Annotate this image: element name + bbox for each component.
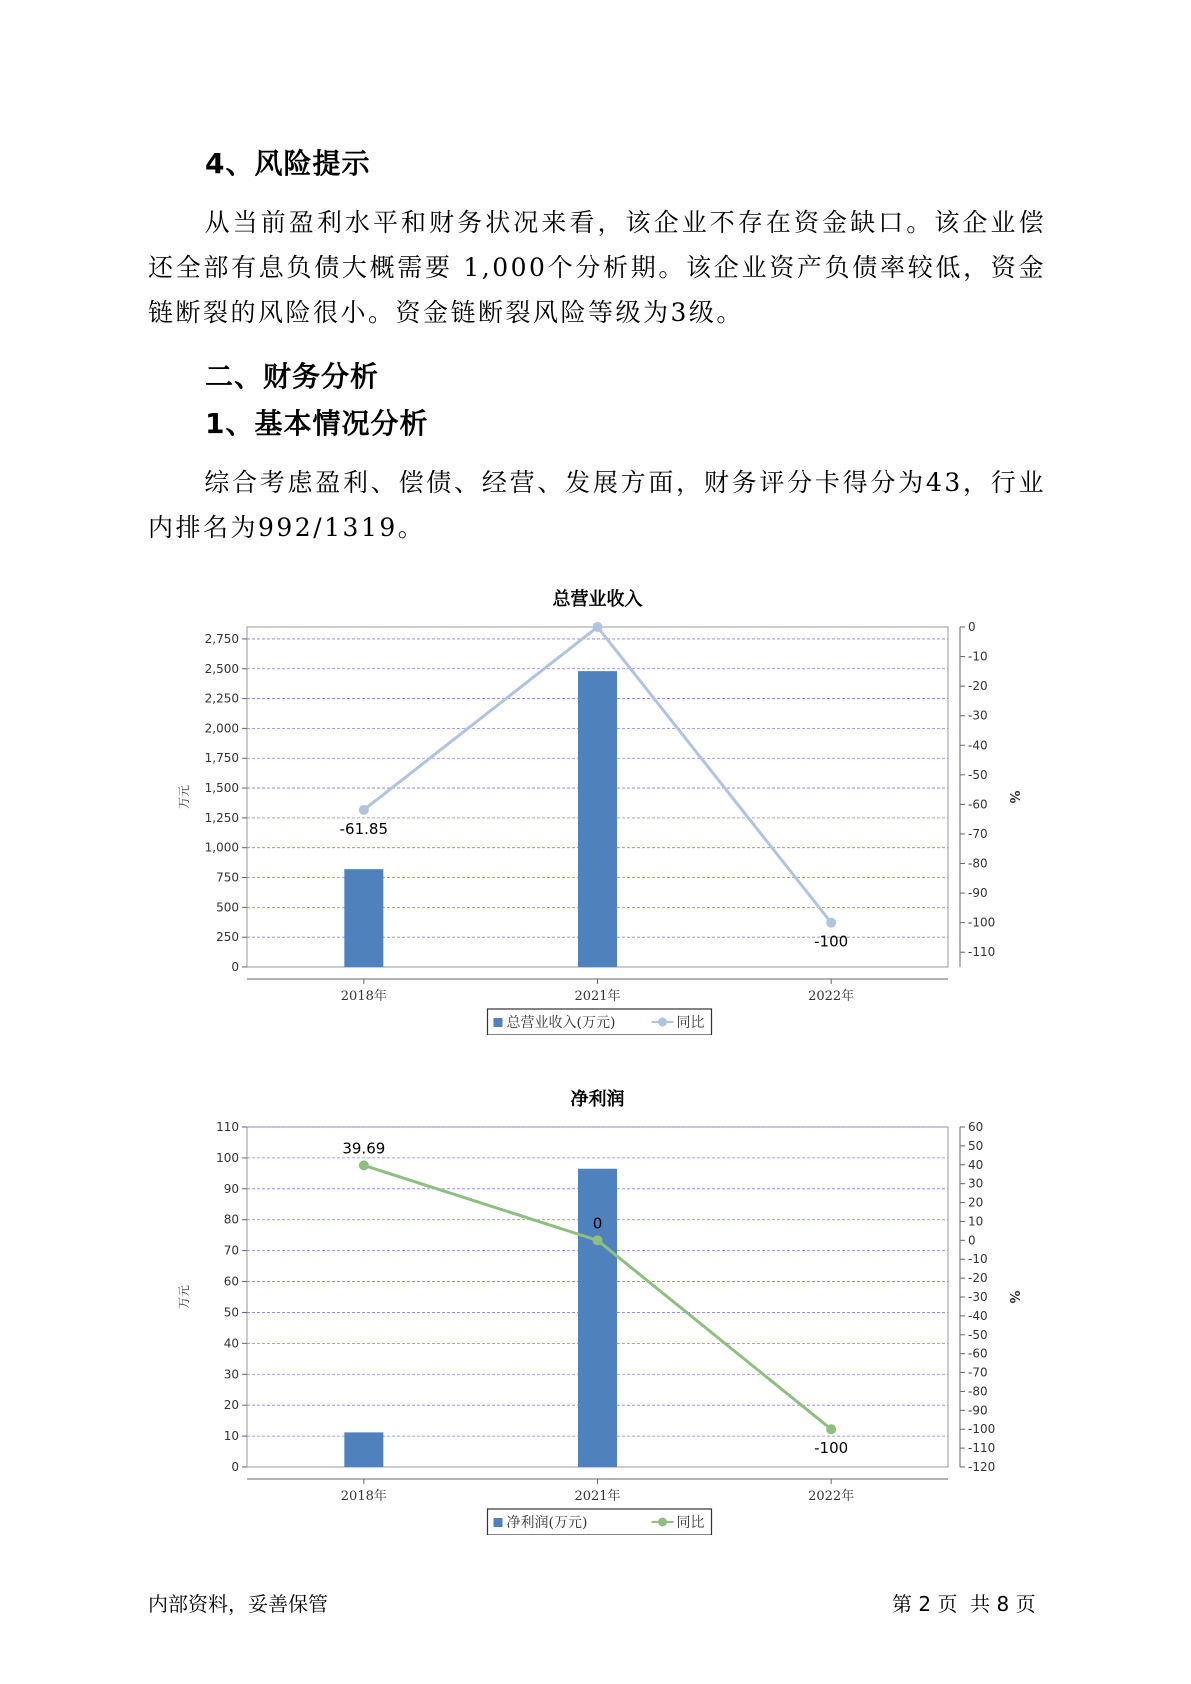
- data-label: -61.85: [339, 819, 389, 838]
- yoy-point: [826, 1424, 836, 1434]
- y-tick-label: 0: [231, 960, 239, 974]
- y2-tick-label: -100: [968, 915, 996, 930]
- yoy-point: [593, 1235, 603, 1245]
- y-tick-label: 10: [223, 1429, 239, 1444]
- y2-tick-label: -20: [968, 679, 988, 694]
- x-tick-label: 2018年: [340, 1489, 387, 1504]
- y-tick-label: 1,250: [204, 810, 239, 825]
- data-label: -100: [814, 932, 849, 951]
- legend-line-label: 同比: [676, 1015, 705, 1031]
- basic-paragraph: [148, 460, 1046, 550]
- y-axis-label: 万元: [177, 784, 191, 810]
- x-tick-label: 2022年: [808, 1489, 855, 1504]
- legend-bar-swatch: [494, 1518, 503, 1527]
- y-tick-label: 70: [223, 1243, 239, 1258]
- y-tick-label: 50: [223, 1305, 239, 1320]
- risk-heading: 4、风险提示: [205, 147, 371, 180]
- y-tick-label: 2,000: [204, 721, 239, 736]
- yoy-point: [826, 918, 836, 928]
- y-tick-label: 100: [216, 1150, 239, 1165]
- legend-bar-label: 总营业收入(万元): [506, 1015, 616, 1031]
- data-label: -100: [814, 1439, 849, 1458]
- legend-bar-swatch: [494, 1018, 503, 1027]
- y2-tick-label: -40: [968, 1308, 988, 1323]
- yoy-point: [359, 805, 369, 815]
- y-tick-label: 2,750: [204, 631, 239, 646]
- y-tick-label: 1,750: [204, 751, 239, 766]
- y2-tick-label: 0: [968, 620, 976, 634]
- legend-bar-label: 净利润(万元): [506, 1515, 588, 1531]
- revenue-chart: [160, 575, 1060, 1035]
- footer-page-number: 第 2 页 共 8 页: [892, 1592, 1036, 1616]
- chart-title: 净利润: [570, 1089, 625, 1110]
- y2-tick-label: -80: [968, 1384, 988, 1399]
- y-tick-label: 110: [216, 1120, 239, 1134]
- y2-tick-label: 30: [968, 1176, 984, 1191]
- basic-paragraph-text: 综合考虑盈利、偿债、经营、发展方面，财务评分卡得分为43，行业内排名为992/1319。: [148, 468, 1046, 542]
- y2-tick-label: -30: [968, 1290, 988, 1304]
- bar: [344, 869, 383, 967]
- y2-tick-label: 60: [968, 1120, 984, 1134]
- y2-tick-label: -30: [968, 708, 988, 723]
- y2-tick-label: -90: [968, 1403, 988, 1418]
- y2-tick-label: -110: [968, 1441, 996, 1456]
- y-tick-label: 750: [216, 870, 239, 885]
- y2-tick-label: -110: [968, 945, 996, 960]
- y2-tick-label: -10: [968, 649, 988, 664]
- data-label: 0: [592, 1214, 603, 1233]
- y2-tick-label: -80: [968, 856, 988, 871]
- y2-tick-label: -120: [968, 1460, 996, 1474]
- bar: [344, 1432, 383, 1467]
- y2-tick-label: -50: [968, 1327, 988, 1342]
- risk-paragraph: [148, 200, 1046, 335]
- y2-tick-label: -60: [968, 1346, 988, 1361]
- footer-left: 内部资料，妥善保管: [148, 1592, 328, 1616]
- yoy-point: [593, 622, 603, 632]
- revenue-chart-svg: [160, 575, 1060, 1035]
- y-tick-label: 90: [223, 1181, 239, 1196]
- y2-axis-label: %: [1006, 790, 1021, 804]
- x-tick-label: 2018年: [340, 989, 387, 1004]
- y2-tick-label: -90: [968, 886, 988, 901]
- y2-tick-label: -100: [968, 1422, 996, 1437]
- y2-axis-label: %: [1006, 1290, 1021, 1304]
- y-tick-label: 0: [231, 1460, 239, 1474]
- y2-tick-label: 20: [968, 1195, 984, 1210]
- y-tick-label: 2,250: [204, 691, 239, 706]
- x-tick-label: 2021年: [574, 989, 621, 1004]
- y2-tick-label: -50: [968, 767, 988, 782]
- bar: [578, 671, 617, 967]
- net-profit-chart: [160, 1075, 1060, 1535]
- y-tick-label: 2,500: [204, 661, 239, 676]
- chart-title: 总营业收入: [552, 589, 643, 610]
- y2-tick-label: 0: [968, 1233, 976, 1248]
- y-axis-label: 万元: [177, 1284, 191, 1310]
- y2-tick-label: -60: [968, 797, 988, 812]
- y2-tick-label: -70: [968, 1365, 988, 1380]
- y2-tick-label: -40: [968, 738, 988, 753]
- y2-tick-label: -20: [968, 1271, 988, 1286]
- basic-heading: 1、基本情况分析: [205, 407, 429, 440]
- y2-tick-label: 40: [968, 1157, 984, 1172]
- y2-tick-label: 10: [968, 1214, 984, 1229]
- y-tick-label: 500: [216, 900, 239, 915]
- y2-tick-label: 50: [968, 1138, 984, 1153]
- risk-paragraph-text: 从当前盈利水平和财务状况来看，该企业不存在资金缺口。该企业偿还全部有息负债大概需要 1,000个分析期。该企业资产负债率较低，资金链断裂的风险很小。资金链断裂风险等级为3级。: [148, 208, 1046, 327]
- x-tick-label: 2021年: [574, 1489, 621, 1504]
- y-tick-label: 60: [223, 1274, 239, 1289]
- net-profit-chart-svg: [160, 1075, 1060, 1535]
- y-tick-label: 40: [223, 1336, 239, 1351]
- y-tick-label: 1,000: [204, 840, 239, 855]
- y-tick-label: 30: [223, 1367, 239, 1382]
- legend-line-marker: [658, 1518, 667, 1527]
- y-tick-label: 1,500: [204, 781, 239, 796]
- finance-heading: 二、财务分析: [205, 360, 380, 393]
- y2-tick-label: -10: [968, 1252, 988, 1267]
- legend-line-marker: [658, 1018, 667, 1027]
- yoy-point: [359, 1160, 369, 1170]
- data-label: 39.69: [342, 1139, 386, 1158]
- legend-line-label: 同比: [676, 1515, 705, 1531]
- y-tick-label: 250: [216, 930, 239, 945]
- y-tick-label: 20: [223, 1398, 239, 1413]
- y-tick-label: 80: [223, 1212, 239, 1227]
- y2-tick-label: -70: [968, 826, 988, 841]
- x-tick-label: 2022年: [808, 989, 855, 1004]
